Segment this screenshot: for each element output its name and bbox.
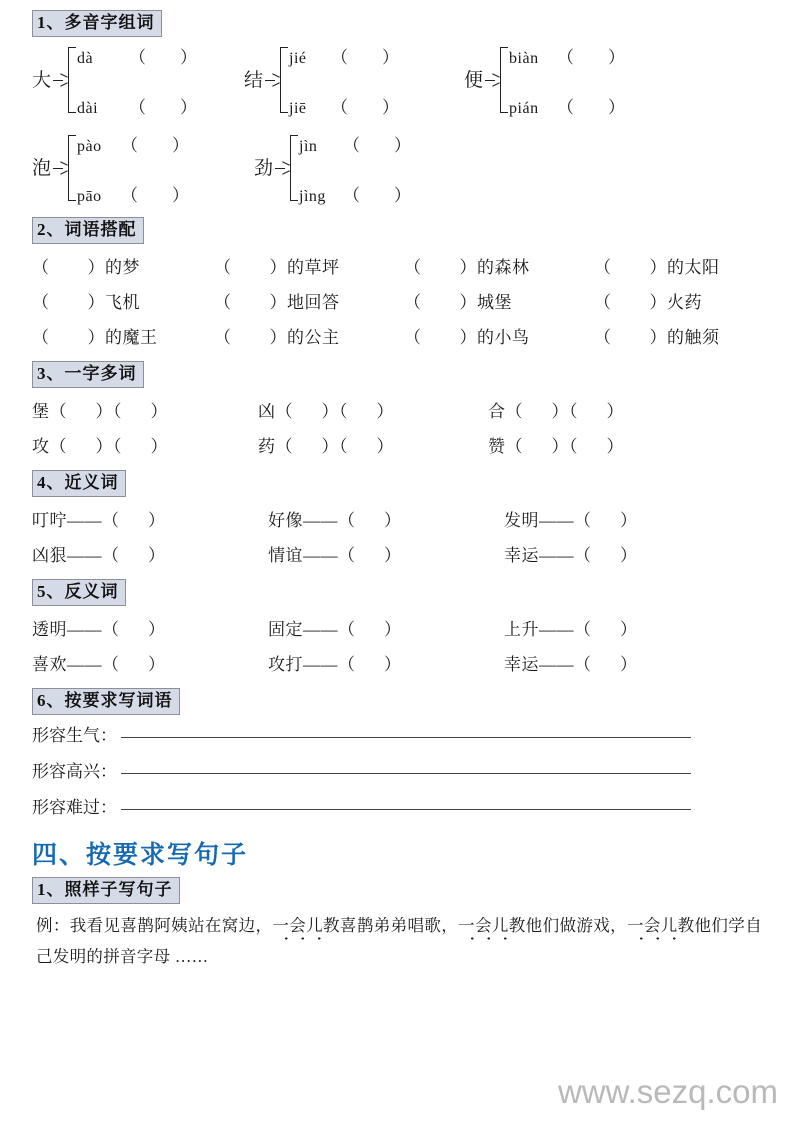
synonym-item[interactable]: 幸运——（ ） (504, 546, 638, 565)
prompt-label: 形容高兴： (32, 762, 117, 781)
pinyin-reading: pào (77, 138, 102, 155)
connector-dash (275, 168, 285, 169)
section-header-synonyms (32, 470, 800, 497)
brace-icon (285, 131, 298, 205)
one-char-item[interactable]: 药（ ）（ ） (258, 437, 394, 456)
polyphone-char: 便 (464, 69, 484, 91)
section-label: 1、多音字组词 (32, 10, 162, 37)
example-sentence (36, 910, 762, 972)
pinyin-reading: pián (509, 100, 539, 117)
one-char-row (32, 394, 800, 429)
answer-underline[interactable] (121, 808, 691, 810)
emphasis-phrase: 一会儿 (458, 916, 509, 935)
one-char-item[interactable]: 堡（ ）（ ） (32, 402, 168, 421)
collocation-item[interactable]: （ ）飞机 (32, 293, 140, 312)
collocation-item[interactable]: （ ）的魔王 (32, 328, 158, 347)
synonym-row (32, 503, 800, 538)
collocation-item[interactable]: （ ）的公主 (214, 328, 340, 347)
section-label: 4、近义词 (32, 470, 126, 497)
answer-blank[interactable]: （ ） (343, 136, 412, 155)
answer-blank[interactable]: （ ） (129, 98, 198, 117)
synonym-item[interactable]: 好像——（ ） (268, 511, 402, 530)
pinyin-reading: jìng (299, 188, 326, 205)
section-header-write-words (32, 688, 800, 715)
pinyin-reading: pāo (77, 188, 102, 205)
answer-blank[interactable]: （ ） (121, 136, 190, 155)
connector-dash (485, 80, 495, 81)
section-label: 5、反义词 (32, 579, 126, 606)
synonym-item[interactable]: 叮咛——（ ） (32, 511, 166, 530)
collocation-row (32, 250, 800, 285)
answer-blank[interactable]: （ ） (331, 98, 400, 117)
polyphone-char: 泡 (32, 157, 52, 179)
answer-blank[interactable]: （ ） (121, 186, 190, 205)
brace-icon (275, 43, 288, 117)
antonym-item[interactable]: 幸运——（ ） (504, 655, 638, 674)
section-header-antonyms (32, 579, 800, 606)
section-label: 2、词语搭配 (32, 217, 144, 244)
collocation-item[interactable]: （ ）的梦 (32, 258, 140, 277)
answer-blank[interactable]: （ ） (557, 48, 626, 67)
example-mid: 教他们做游戏， (508, 916, 627, 935)
page-title: 四、按要求写句子 (32, 842, 249, 869)
section-label: 1、照样子写句子 (32, 877, 180, 904)
brace-icon (495, 43, 508, 117)
collocation-item[interactable]: （ ）的小鸟 (404, 328, 530, 347)
collocation-item[interactable]: （ ）的草坪 (214, 258, 340, 277)
collocation-row (32, 285, 800, 320)
one-char-row (32, 429, 800, 464)
collocation-item[interactable]: （ ）的触须 (594, 328, 720, 347)
answer-underline[interactable] (121, 772, 691, 774)
brace-icon (63, 131, 76, 205)
pinyin-reading: jìn (299, 138, 318, 155)
synonym-item[interactable]: 发明——（ ） (504, 511, 638, 530)
pinyin-reading: jiē (289, 100, 307, 117)
collocation-item[interactable]: （ ）城堡 (404, 293, 512, 312)
collocation-item[interactable]: （ ）火药 (594, 293, 702, 312)
prompt-label: 形容难过： (32, 798, 117, 817)
polyphone-row-2 (32, 131, 800, 217)
antonym-item[interactable]: 喜欢——（ ） (32, 655, 166, 674)
pinyin-reading: dài (77, 100, 99, 117)
polyphone-group-jie (244, 43, 399, 117)
collocation-item[interactable]: （ ）的太阳 (594, 258, 720, 277)
answer-blank[interactable]: （ ） (343, 186, 412, 205)
connector-dash (53, 168, 63, 169)
section-header-collocation (32, 217, 800, 244)
answer-blank[interactable]: （ ） (557, 98, 626, 117)
emphasis-phrase: 一会儿 (272, 916, 324, 935)
antonym-item[interactable]: 透明——（ ） (32, 620, 166, 639)
synonym-row (32, 538, 800, 573)
answer-underline[interactable] (121, 736, 691, 738)
emphasis-phrase: 一会儿 (627, 916, 678, 935)
polyphone-group-jin (254, 131, 411, 205)
answer-blank[interactable]: （ ） (129, 48, 198, 67)
collocation-item[interactable]: （ ）地回答 (214, 293, 340, 312)
polyphone-group-pao (32, 131, 189, 205)
connector-dash (265, 80, 275, 81)
example-mid: 教喜鹊弟弟唱歌， (323, 916, 459, 935)
polyphone-row-1 (32, 43, 800, 131)
pinyin-reading: dà (77, 50, 94, 67)
pinyin-reading: jié (289, 50, 307, 67)
antonym-row (32, 647, 800, 682)
one-char-item[interactable]: 合（ ）（ ） (488, 402, 624, 421)
polyphone-char: 大 (32, 69, 52, 91)
write-words-row (32, 757, 800, 793)
synonym-item[interactable]: 情谊——（ ） (268, 546, 402, 565)
antonym-item[interactable]: 固定——（ ） (268, 620, 402, 639)
collocation-row (32, 320, 800, 355)
section-label: 6、按要求写词语 (32, 688, 180, 715)
one-char-item[interactable]: 赞（ ）（ ） (488, 437, 624, 456)
section-header-polyphone (32, 10, 800, 37)
section-header-one-char-many-words (32, 361, 800, 388)
polyphone-char: 结 (244, 69, 264, 91)
connector-dash (53, 80, 63, 81)
one-char-item[interactable]: 凶（ ）（ ） (258, 402, 394, 421)
polyphone-group-da (32, 43, 197, 117)
section-header-write-sentences (32, 877, 800, 904)
example-prefix: 例：我看见喜鹊阿姨站在窝边， (36, 916, 273, 935)
pinyin-reading: biàn (509, 50, 539, 67)
synonym-item[interactable]: 凶狠——（ ） (32, 546, 166, 565)
antonym-item[interactable]: 上升——（ ） (504, 620, 638, 639)
collocation-item[interactable]: （ ）的森林 (404, 258, 530, 277)
antonym-item[interactable]: 攻打——（ ） (268, 655, 402, 674)
brace-icon (63, 43, 76, 117)
write-words-row (32, 721, 800, 757)
one-char-item[interactable]: 攻（ ）（ ） (32, 437, 168, 456)
polyphone-char: 劲 (254, 157, 274, 179)
section-label: 3、一字多词 (32, 361, 144, 388)
prompt-label: 形容生气： (32, 726, 117, 745)
polyphone-group-bian (464, 43, 625, 117)
antonym-row (32, 612, 800, 647)
watermark: www.sezq.com (557, 1073, 778, 1110)
write-words-row (32, 793, 800, 829)
answer-blank[interactable]: （ ） (331, 48, 400, 67)
example-tail: 教他们学自己发明的拼音字母 …… (36, 916, 762, 966)
